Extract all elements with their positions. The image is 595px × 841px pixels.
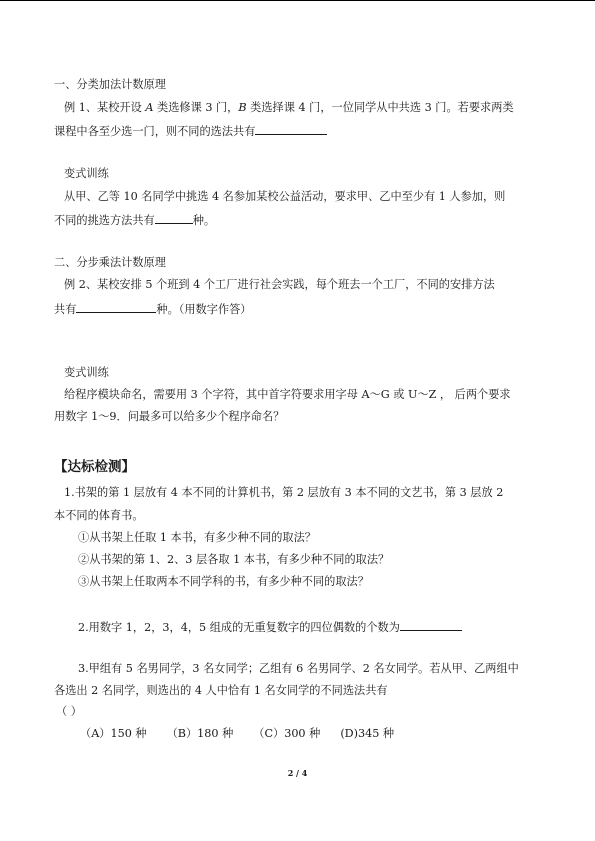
text: 共有 — [54, 303, 77, 316]
question3-paren: （ ） — [56, 705, 82, 718]
question3-line1: 3.甲组有 5 名男同学，3 名女同学；乙组有 6 名男同学、2 名女同学。若从甲、乙两组中 — [78, 662, 519, 675]
variation1-title: 变式训练 — [64, 167, 109, 180]
text: 2.用数字 1，2，3，4，5 组成的无重复数字的四位偶数的个数为 — [78, 621, 400, 634]
option-a: （A）150 种 — [80, 727, 147, 740]
top-rule — [0, 0, 595, 1]
variation2-line2: 用数字 1～9．问最多可以给多少个程序命名？ — [54, 410, 285, 423]
question1-line1: 1.书架的第 1 层放有 4 本不同的计算机书，第 2 层放有 3 本不同的文艺书，第 3 层放 2 — [64, 486, 504, 499]
text: 种。（用数字作答） — [156, 303, 252, 316]
question1-sub3: ③从书架上任取两本不同学科的书，有多少种不同的取法？ — [78, 575, 369, 588]
question3-line2: 各选出 2 名同学，则选出的 4 人中恰有 1 名女同学的不同选法共有 — [54, 684, 388, 697]
page-number: 2 / 4 — [287, 768, 308, 778]
question3-options — [80, 727, 414, 741]
section2-heading: 二、分步乘法计数原理 — [54, 256, 166, 269]
question2 — [78, 619, 462, 635]
question1-line2: 本不同的体育书。 — [54, 509, 144, 522]
section1-heading: 一、分类加法计数原理 — [54, 78, 166, 91]
example1-line1 — [64, 101, 514, 115]
answer-blank — [76, 301, 156, 313]
check-title: 【达标检测】 — [54, 459, 135, 475]
text: 类选修课 3 门， — [153, 101, 239, 114]
answer-blank — [400, 619, 462, 631]
text: 课程中各至少选一门，则不同的选法共有 — [54, 125, 256, 138]
var-a: A — [145, 101, 154, 114]
var-b: B — [238, 101, 247, 114]
variation2-title: 变式训练 — [64, 366, 109, 379]
variation1-line1: 从甲、乙等 10 名同学中挑选 4 名参加某校公益活动，要求甲、乙中至少有 1 人参加，则 — [64, 190, 506, 203]
example1-line2 — [54, 123, 327, 139]
option-c: （C）300 种 — [253, 727, 321, 740]
answer-blank — [155, 212, 193, 224]
text: 种。 — [192, 214, 216, 227]
example2-line1: 例 2、某校安排 5 个班到 4 个工厂进行社会实践，每个班去一个工厂，不同的安排方法 — [64, 278, 495, 291]
answer-blank — [255, 123, 327, 135]
variation1-line2 — [54, 212, 215, 228]
example2-line2 — [54, 301, 251, 317]
question1-sub2: ②从书架的第 1、2、3 层各取 1 本书，有多少种不同的取法？ — [78, 553, 390, 566]
text: 类选择课 4 门，一位同学从中共选 3 门。若要求两类 — [246, 101, 514, 114]
text: 不同的挑选方法共有 — [54, 214, 155, 227]
question1-sub1: ①从书架上任取 1 本书，有多少种不同的取法？ — [78, 531, 316, 544]
text: 例 1、某校开设 — [64, 101, 146, 114]
option-d: (D)345 种 — [340, 727, 395, 740]
variation2-line1: 给程序模块命名，需要用 3 个字符，其中首字符要求用字母 A～G 或 U～Z ， 后两个要求 — [64, 388, 511, 401]
option-b: （B）180 种 — [166, 727, 234, 740]
